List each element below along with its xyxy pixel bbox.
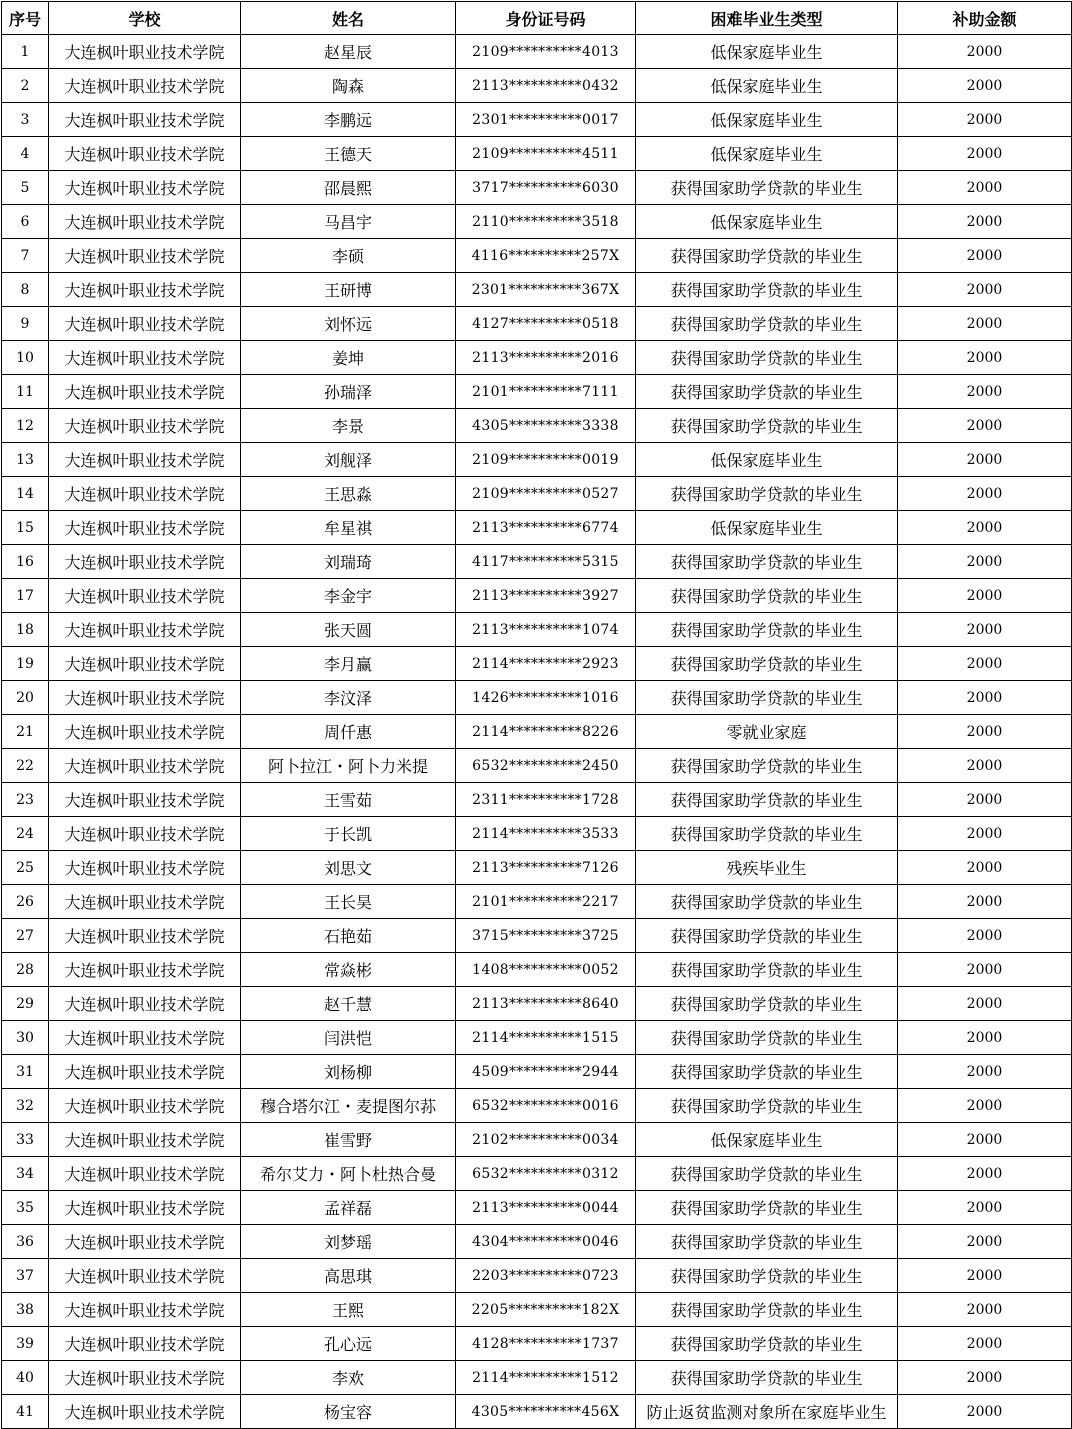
table-row (2, 749, 1072, 783)
table-row (2, 579, 1072, 613)
cell-id-number: 3715**********3725 (456, 919, 636, 953)
cell-school: 大连枫叶职业技术学院 (49, 1089, 241, 1123)
cell-name: 王思淼 (241, 477, 456, 511)
cell-hardship-type: 获得国家助学贷款的毕业生 (636, 783, 898, 817)
cell-hardship-type: 低保家庭毕业生 (636, 137, 898, 171)
cell-name: 孔心远 (241, 1327, 456, 1361)
table-row (2, 477, 1072, 511)
table-row (2, 375, 1072, 409)
cell-hardship-type: 获得国家助学贷款的毕业生 (636, 1055, 898, 1089)
cell-hardship-type: 获得国家助学贷款的毕业生 (636, 749, 898, 783)
table-row (2, 885, 1072, 919)
table-row (2, 511, 1072, 545)
cell-serial-number: 25 (2, 851, 49, 885)
cell-school: 大连枫叶职业技术学院 (49, 749, 241, 783)
cell-school: 大连枫叶职业技术学院 (49, 681, 241, 715)
cell-serial-number: 17 (2, 579, 49, 613)
cell-subsidy-amount: 2000 (898, 715, 1072, 749)
cell-name: 陶森 (241, 69, 456, 103)
cell-hardship-type: 低保家庭毕业生 (636, 511, 898, 545)
cell-serial-number: 10 (2, 341, 49, 375)
table-row (2, 613, 1072, 647)
cell-name: 杨宝容 (241, 1395, 456, 1429)
cell-subsidy-amount: 2000 (898, 851, 1072, 885)
cell-subsidy-amount: 2000 (898, 1293, 1072, 1327)
cell-hardship-type: 获得国家助学贷款的毕业生 (636, 1089, 898, 1123)
cell-school: 大连枫叶职业技术学院 (49, 987, 241, 1021)
cell-hardship-type: 获得国家助学贷款的毕业生 (636, 1361, 898, 1395)
cell-name: 石艳茹 (241, 919, 456, 953)
cell-school: 大连枫叶职业技术学院 (49, 1293, 241, 1327)
cell-hardship-type: 获得国家助学贷款的毕业生 (636, 239, 898, 273)
table-row (2, 1055, 1072, 1089)
table-row (2, 443, 1072, 477)
table-row (2, 35, 1072, 69)
cell-school: 大连枫叶职业技术学院 (49, 1157, 241, 1191)
cell-hardship-type: 获得国家助学贷款的毕业生 (636, 579, 898, 613)
cell-hardship-type: 获得国家助学贷款的毕业生 (636, 341, 898, 375)
cell-subsidy-amount: 2000 (898, 1361, 1072, 1395)
cell-hardship-type: 获得国家助学贷款的毕业生 (636, 817, 898, 851)
cell-hardship-type: 获得国家助学贷款的毕业生 (636, 953, 898, 987)
cell-school: 大连枫叶职业技术学院 (49, 545, 241, 579)
cell-subsidy-amount: 2000 (898, 273, 1072, 307)
cell-id-number: 2113**********8640 (456, 987, 636, 1021)
cell-subsidy-amount: 2000 (898, 511, 1072, 545)
cell-subsidy-amount: 2000 (898, 919, 1072, 953)
cell-id-number: 2113**********6774 (456, 511, 636, 545)
table-row (2, 1395, 1072, 1429)
table-row (2, 953, 1072, 987)
cell-name: 马昌宇 (241, 205, 456, 239)
cell-school: 大连枫叶职业技术学院 (49, 103, 241, 137)
cell-school: 大连枫叶职业技术学院 (49, 137, 241, 171)
cell-hardship-type: 获得国家助学贷款的毕业生 (636, 375, 898, 409)
cell-school: 大连枫叶职业技术学院 (49, 953, 241, 987)
cell-subsidy-amount: 2000 (898, 987, 1072, 1021)
cell-name: 李金宇 (241, 579, 456, 613)
cell-school: 大连枫叶职业技术学院 (49, 613, 241, 647)
cell-subsidy-amount: 2000 (898, 647, 1072, 681)
cell-hardship-type: 低保家庭毕业生 (636, 35, 898, 69)
cell-serial-number: 9 (2, 307, 49, 341)
cell-serial-number: 3 (2, 103, 49, 137)
cell-name: 李硕 (241, 239, 456, 273)
cell-serial-number: 8 (2, 273, 49, 307)
cell-name: 张天圆 (241, 613, 456, 647)
cell-name: 王雪茹 (241, 783, 456, 817)
cell-subsidy-amount: 2000 (898, 307, 1072, 341)
cell-id-number: 2109**********4013 (456, 35, 636, 69)
cell-name: 崔雪野 (241, 1123, 456, 1157)
cell-hardship-type: 获得国家助学贷款的毕业生 (636, 647, 898, 681)
cell-subsidy-amount: 2000 (898, 783, 1072, 817)
cell-hardship-type: 低保家庭毕业生 (636, 103, 898, 137)
cell-subsidy-amount: 2000 (898, 239, 1072, 273)
cell-id-number: 2311**********1728 (456, 783, 636, 817)
table-row (2, 1157, 1072, 1191)
cell-serial-number: 21 (2, 715, 49, 749)
cell-subsidy-amount: 2000 (898, 477, 1072, 511)
cell-school: 大连枫叶职业技术学院 (49, 1225, 241, 1259)
table-row (2, 205, 1072, 239)
cell-name: 李欢 (241, 1361, 456, 1395)
table-row (2, 103, 1072, 137)
cell-serial-number: 1 (2, 35, 49, 69)
table-body (2, 35, 1072, 1429)
cell-id-number: 1426**********1016 (456, 681, 636, 715)
table-row (2, 817, 1072, 851)
cell-serial-number: 33 (2, 1123, 49, 1157)
table-row (2, 715, 1072, 749)
cell-id-number: 2301**********367X (456, 273, 636, 307)
cell-id-number: 1408**********0052 (456, 953, 636, 987)
cell-serial-number: 31 (2, 1055, 49, 1089)
cell-hardship-type: 获得国家助学贷款的毕业生 (636, 1225, 898, 1259)
cell-id-number: 2203**********0723 (456, 1259, 636, 1293)
cell-hardship-type: 获得国家助学贷款的毕业生 (636, 681, 898, 715)
cell-subsidy-amount: 2000 (898, 545, 1072, 579)
cell-id-number: 2114**********1515 (456, 1021, 636, 1055)
cell-hardship-type: 获得国家助学贷款的毕业生 (636, 1259, 898, 1293)
cell-hardship-type: 残疾毕业生 (636, 851, 898, 885)
cell-subsidy-amount: 2000 (898, 885, 1072, 919)
cell-subsidy-amount: 2000 (898, 749, 1072, 783)
table-row (2, 681, 1072, 715)
cell-id-number: 2113**********0432 (456, 69, 636, 103)
cell-serial-number: 20 (2, 681, 49, 715)
table-row (2, 1191, 1072, 1225)
cell-serial-number: 4 (2, 137, 49, 171)
cell-school: 大连枫叶职业技术学院 (49, 341, 241, 375)
header-serial-number: 序号 (2, 2, 49, 35)
cell-subsidy-amount: 2000 (898, 613, 1072, 647)
cell-name: 王长昊 (241, 885, 456, 919)
cell-name: 王熙 (241, 1293, 456, 1327)
header-row (2, 2, 1072, 35)
cell-subsidy-amount: 2000 (898, 137, 1072, 171)
table-row (2, 1089, 1072, 1123)
cell-id-number: 4117**********5315 (456, 545, 636, 579)
cell-school: 大连枫叶职业技术学院 (49, 409, 241, 443)
table-row (2, 647, 1072, 681)
cell-serial-number: 14 (2, 477, 49, 511)
cell-id-number: 2109**********0019 (456, 443, 636, 477)
cell-subsidy-amount: 2000 (898, 375, 1072, 409)
cell-name: 刘舰泽 (241, 443, 456, 477)
cell-subsidy-amount: 2000 (898, 817, 1072, 851)
table-row (2, 1225, 1072, 1259)
cell-serial-number: 13 (2, 443, 49, 477)
table-row (2, 987, 1072, 1021)
cell-id-number: 2301**********0017 (456, 103, 636, 137)
cell-hardship-type: 获得国家助学贷款的毕业生 (636, 885, 898, 919)
cell-subsidy-amount: 2000 (898, 69, 1072, 103)
cell-id-number: 6532**********0312 (456, 1157, 636, 1191)
cell-id-number: 4127**********0518 (456, 307, 636, 341)
cell-subsidy-amount: 2000 (898, 443, 1072, 477)
cell-school: 大连枫叶职业技术学院 (49, 1259, 241, 1293)
cell-id-number: 2113**********2016 (456, 341, 636, 375)
cell-name: 李景 (241, 409, 456, 443)
cell-id-number: 2205**********182X (456, 1293, 636, 1327)
cell-serial-number: 29 (2, 987, 49, 1021)
cell-serial-number: 30 (2, 1021, 49, 1055)
cell-subsidy-amount: 2000 (898, 681, 1072, 715)
cell-hardship-type: 零就业家庭 (636, 715, 898, 749)
cell-subsidy-amount: 2000 (898, 1021, 1072, 1055)
cell-subsidy-amount: 2000 (898, 103, 1072, 137)
header-hardship-type: 困难毕业生类型 (636, 2, 898, 35)
table-row (2, 919, 1072, 953)
cell-name: 刘思文 (241, 851, 456, 885)
table-row (2, 409, 1072, 443)
cell-serial-number: 22 (2, 749, 49, 783)
cell-school: 大连枫叶职业技术学院 (49, 1021, 241, 1055)
cell-hardship-type: 获得国家助学贷款的毕业生 (636, 273, 898, 307)
cell-name: 刘瑞琦 (241, 545, 456, 579)
cell-subsidy-amount: 2000 (898, 1191, 1072, 1225)
cell-serial-number: 26 (2, 885, 49, 919)
subsidy-table (1, 1, 1072, 1429)
cell-hardship-type: 获得国家助学贷款的毕业生 (636, 307, 898, 341)
table-row (2, 1123, 1072, 1157)
cell-serial-number: 41 (2, 1395, 49, 1429)
cell-name: 刘梦瑶 (241, 1225, 456, 1259)
cell-subsidy-amount: 2000 (898, 1089, 1072, 1123)
cell-subsidy-amount: 2000 (898, 341, 1072, 375)
cell-subsidy-amount: 2000 (898, 1395, 1072, 1429)
cell-serial-number: 6 (2, 205, 49, 239)
header-id-number: 身份证号码 (456, 2, 636, 35)
cell-school: 大连枫叶职业技术学院 (49, 35, 241, 69)
cell-id-number: 4128**********1737 (456, 1327, 636, 1361)
cell-serial-number: 38 (2, 1293, 49, 1327)
cell-subsidy-amount: 2000 (898, 205, 1072, 239)
cell-hardship-type: 低保家庭毕业生 (636, 69, 898, 103)
cell-id-number: 6532**********2450 (456, 749, 636, 783)
cell-name: 牟星祺 (241, 511, 456, 545)
cell-id-number: 2113**********7126 (456, 851, 636, 885)
cell-name: 刘杨柳 (241, 1055, 456, 1089)
table-row (2, 137, 1072, 171)
cell-name: 阿卜拉江・阿卜力米提 (241, 749, 456, 783)
cell-hardship-type: 获得国家助学贷款的毕业生 (636, 171, 898, 205)
cell-name: 穆合塔尔江・麦提图尔荪 (241, 1089, 456, 1123)
header-school: 学校 (49, 2, 241, 35)
cell-hardship-type: 获得国家助学贷款的毕业生 (636, 919, 898, 953)
cell-serial-number: 32 (2, 1089, 49, 1123)
cell-hardship-type: 获得国家助学贷款的毕业生 (636, 613, 898, 647)
cell-name: 孙瑞泽 (241, 375, 456, 409)
header-name: 姓名 (241, 2, 456, 35)
cell-id-number: 2102**********0034 (456, 1123, 636, 1157)
cell-serial-number: 16 (2, 545, 49, 579)
cell-subsidy-amount: 2000 (898, 1055, 1072, 1089)
cell-subsidy-amount: 2000 (898, 1123, 1072, 1157)
cell-school: 大连枫叶职业技术学院 (49, 817, 241, 851)
cell-name: 于长凯 (241, 817, 456, 851)
cell-name: 李月赢 (241, 647, 456, 681)
cell-name: 姜坤 (241, 341, 456, 375)
cell-school: 大连枫叶职业技术学院 (49, 1327, 241, 1361)
cell-hardship-type: 低保家庭毕业生 (636, 205, 898, 239)
cell-name: 闫洪恺 (241, 1021, 456, 1055)
cell-school: 大连枫叶职业技术学院 (49, 1123, 241, 1157)
cell-id-number: 2110**********3518 (456, 205, 636, 239)
cell-subsidy-amount: 2000 (898, 409, 1072, 443)
cell-serial-number: 39 (2, 1327, 49, 1361)
cell-serial-number: 12 (2, 409, 49, 443)
cell-subsidy-amount: 2000 (898, 1327, 1072, 1361)
cell-school: 大连枫叶职业技术学院 (49, 69, 241, 103)
table-row (2, 783, 1072, 817)
cell-subsidy-amount: 2000 (898, 1225, 1072, 1259)
table-row (2, 1021, 1072, 1055)
cell-name: 常焱彬 (241, 953, 456, 987)
cell-school: 大连枫叶职业技术学院 (49, 239, 241, 273)
table-row (2, 851, 1072, 885)
table-header (2, 2, 1072, 35)
cell-school: 大连枫叶职业技术学院 (49, 1191, 241, 1225)
cell-school: 大连枫叶职业技术学院 (49, 443, 241, 477)
cell-id-number: 2114**********8226 (456, 715, 636, 749)
cell-hardship-type: 防止返贫监测对象所在家庭毕业生 (636, 1395, 898, 1429)
cell-serial-number: 28 (2, 953, 49, 987)
cell-school: 大连枫叶职业技术学院 (49, 477, 241, 511)
cell-name: 周仟惠 (241, 715, 456, 749)
cell-id-number: 2113**********3927 (456, 579, 636, 613)
cell-name: 希尔艾力・阿卜杜热合曼 (241, 1157, 456, 1191)
cell-serial-number: 37 (2, 1259, 49, 1293)
cell-school: 大连枫叶职业技术学院 (49, 715, 241, 749)
cell-serial-number: 15 (2, 511, 49, 545)
cell-subsidy-amount: 2000 (898, 1259, 1072, 1293)
cell-id-number: 2114**********3533 (456, 817, 636, 851)
cell-hardship-type: 获得国家助学贷款的毕业生 (636, 409, 898, 443)
cell-serial-number: 2 (2, 69, 49, 103)
cell-school: 大连枫叶职业技术学院 (49, 1361, 241, 1395)
cell-name: 王德天 (241, 137, 456, 171)
cell-id-number: 2101**********7111 (456, 375, 636, 409)
table-row (2, 1327, 1072, 1361)
cell-name: 李鹏远 (241, 103, 456, 137)
table-row (2, 1361, 1072, 1395)
cell-hardship-type: 低保家庭毕业生 (636, 1123, 898, 1157)
cell-id-number: 4509**********2944 (456, 1055, 636, 1089)
cell-name: 孟祥磊 (241, 1191, 456, 1225)
table-row (2, 341, 1072, 375)
cell-serial-number: 24 (2, 817, 49, 851)
cell-serial-number: 5 (2, 171, 49, 205)
cell-serial-number: 11 (2, 375, 49, 409)
cell-id-number: 4304**********0046 (456, 1225, 636, 1259)
cell-school: 大连枫叶职业技术学院 (49, 783, 241, 817)
cell-id-number: 4305**********456X (456, 1395, 636, 1429)
cell-hardship-type: 获得国家助学贷款的毕业生 (636, 1021, 898, 1055)
table-row (2, 273, 1072, 307)
cell-id-number: 2109**********0527 (456, 477, 636, 511)
cell-serial-number: 36 (2, 1225, 49, 1259)
cell-name: 刘怀远 (241, 307, 456, 341)
cell-school: 大连枫叶职业技术学院 (49, 307, 241, 341)
cell-hardship-type: 获得国家助学贷款的毕业生 (636, 477, 898, 511)
cell-school: 大连枫叶职业技术学院 (49, 1055, 241, 1089)
cell-school: 大连枫叶职业技术学院 (49, 511, 241, 545)
cell-subsidy-amount: 2000 (898, 953, 1072, 987)
table-row (2, 69, 1072, 103)
cell-serial-number: 18 (2, 613, 49, 647)
cell-serial-number: 34 (2, 1157, 49, 1191)
cell-id-number: 2101**********2217 (456, 885, 636, 919)
cell-hardship-type: 获得国家助学贷款的毕业生 (636, 1191, 898, 1225)
cell-school: 大连枫叶职业技术学院 (49, 851, 241, 885)
cell-school: 大连枫叶职业技术学院 (49, 1395, 241, 1429)
cell-name: 高思琪 (241, 1259, 456, 1293)
cell-serial-number: 7 (2, 239, 49, 273)
cell-subsidy-amount: 2000 (898, 35, 1072, 69)
cell-serial-number: 23 (2, 783, 49, 817)
header-subsidy-amount: 补助金额 (898, 2, 1072, 35)
cell-subsidy-amount: 2000 (898, 171, 1072, 205)
cell-name: 赵星辰 (241, 35, 456, 69)
cell-school: 大连枫叶职业技术学院 (49, 885, 241, 919)
cell-school: 大连枫叶职业技术学院 (49, 579, 241, 613)
cell-subsidy-amount: 2000 (898, 579, 1072, 613)
cell-name: 邵晨熙 (241, 171, 456, 205)
table-row (2, 171, 1072, 205)
cell-serial-number: 27 (2, 919, 49, 953)
table-row (2, 239, 1072, 273)
cell-hardship-type: 获得国家助学贷款的毕业生 (636, 1157, 898, 1191)
cell-school: 大连枫叶职业技术学院 (49, 273, 241, 307)
cell-hardship-type: 获得国家助学贷款的毕业生 (636, 987, 898, 1021)
cell-id-number: 3717**********6030 (456, 171, 636, 205)
cell-id-number: 6532**********0016 (456, 1089, 636, 1123)
table-row (2, 1293, 1072, 1327)
cell-id-number: 2113**********0044 (456, 1191, 636, 1225)
cell-school: 大连枫叶职业技术学院 (49, 647, 241, 681)
cell-serial-number: 19 (2, 647, 49, 681)
cell-serial-number: 40 (2, 1361, 49, 1395)
cell-subsidy-amount: 2000 (898, 1157, 1072, 1191)
cell-id-number: 2113**********1074 (456, 613, 636, 647)
cell-name: 王研博 (241, 273, 456, 307)
cell-id-number: 2109**********4511 (456, 137, 636, 171)
table-row (2, 545, 1072, 579)
cell-name: 李汶泽 (241, 681, 456, 715)
cell-id-number: 4116**********257X (456, 239, 636, 273)
cell-school: 大连枫叶职业技术学院 (49, 205, 241, 239)
cell-school: 大连枫叶职业技术学院 (49, 171, 241, 205)
cell-serial-number: 35 (2, 1191, 49, 1225)
cell-id-number: 4305**********3338 (456, 409, 636, 443)
cell-id-number: 2114**********1512 (456, 1361, 636, 1395)
cell-school: 大连枫叶职业技术学院 (49, 375, 241, 409)
cell-hardship-type: 获得国家助学贷款的毕业生 (636, 1327, 898, 1361)
cell-name: 赵千慧 (241, 987, 456, 1021)
cell-school: 大连枫叶职业技术学院 (49, 919, 241, 953)
cell-id-number: 2114**********2923 (456, 647, 636, 681)
cell-hardship-type: 获得国家助学贷款的毕业生 (636, 545, 898, 579)
table-row (2, 1259, 1072, 1293)
cell-hardship-type: 获得国家助学贷款的毕业生 (636, 1293, 898, 1327)
cell-hardship-type: 低保家庭毕业生 (636, 443, 898, 477)
table-row (2, 307, 1072, 341)
